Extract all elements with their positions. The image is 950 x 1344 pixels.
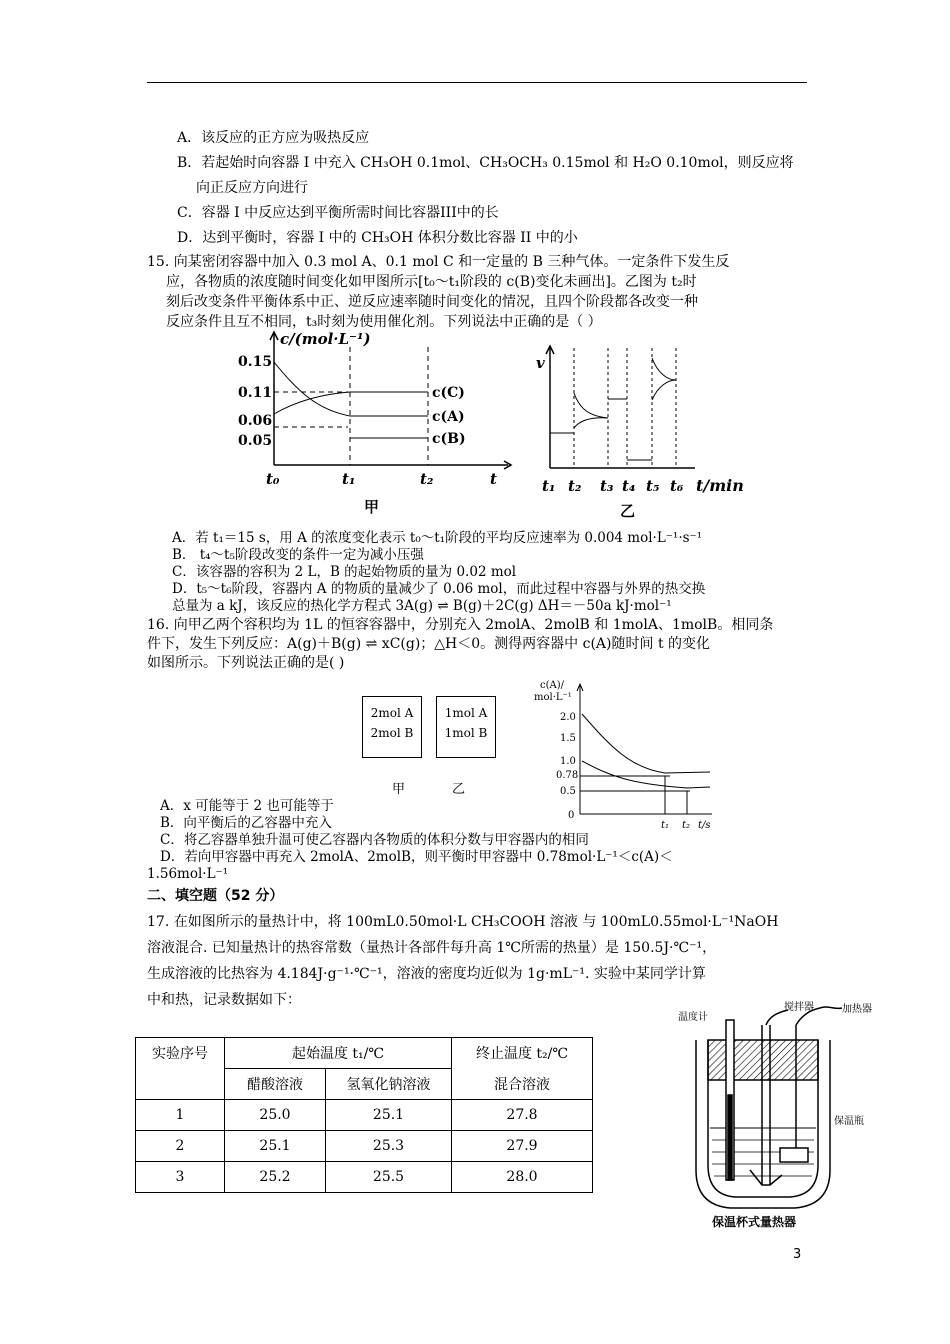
label-insulation: 保温瓶 [834,1116,864,1127]
q16-graph-y-tick: 0.78 [556,770,579,781]
table-cell: 25.2 [225,1162,326,1193]
q16-graph-y-tick: 2.0 [560,712,576,723]
q16-graph-y-tick: 0 [568,810,575,821]
q16-stem-2: 件下，发生下列反应：A(g)＋B(g) ⇌ xC(g)；△H＜0。测得两容器中 c(A)随时间 t 的变化 [147,636,711,652]
q15-stem-2: 应，各物质的浓度随时间变化如甲图所示[t₀～t₁阶段的 c(B)变化未画出]。乙图为 t₂时 [166,274,697,290]
graph-jia-y-tick: 0.11 [238,385,273,401]
q14-option-b: B．若起始时向容器 I 中充入 CH₃OH 0.1mol、CH₃OCH₃ 0.15mol 和 H₂O 0.10mol，则反应将 [177,155,794,171]
graph-jia-x-tick: t [490,470,497,488]
graph-jia-y-tick: 0.05 [238,433,273,449]
box-yi-line: 1mol B [444,726,488,740]
q16-graph-x-tick: t₂ [682,820,691,831]
q14-option-b-cont: 向正反应方向进行 [196,180,308,196]
q16-graph-y-tick: 1.5 [560,733,576,744]
q16-option-d: D．若向甲容器中再充入 2molA、2molB，则平衡时甲容器中 0.78mol·L⁻¹＜c(A)＜ [160,849,673,865]
q15-option-c: C．该容器的容积为 2 L，B 的起始物质的量为 0.02 mol [172,564,517,580]
q16-graph-x-tick: t₁ [661,820,670,831]
graph-jia-x-tick: t₀ [266,470,280,488]
q16-graph-x-unit: t/s [698,820,711,831]
graph-yi-x-tick: t₄ [622,477,636,495]
q15-option-d: D．t₅～t₆阶段，容器内 A 的物质的量减少了 0.06 mol，而此过程中容器与外界的热交换 [172,581,706,597]
table-header-naoh: 氢氧化钠溶液 [326,1069,452,1100]
q14-option-a: A．该反应的正方应为吸热反应 [177,130,370,146]
graph-jia-x-tick: t₁ [342,470,356,488]
label-stirrer: 搅拌器 [784,1002,814,1013]
box-jia-line: 2mol A [370,706,414,720]
graph-jia-y-title: c/(mol·L⁻¹) [280,330,371,348]
q16-graph-y-tick: 1.0 [560,756,576,767]
graph-yi-y-title: v [536,354,545,372]
graph-jia-label-b: c(B) [432,431,466,447]
q15-graph-yi [530,338,760,523]
q16-graph-y-tick: 0.5 [560,786,576,797]
q16-option-c: C．将乙容器单独升温可使乙容器内各物质的体积分数与甲容器内的相同 [160,832,589,848]
graph-yi-x-tick: t₁ [542,477,556,495]
table-header-acid: 醋酸溶液 [225,1069,326,1100]
q17-line-2: 溶液混合. 已知量热计的热容常数（量热计各部件每升高 1℃所需的热量）是 150.5J·℃⁻¹， [147,940,717,956]
q15-stem-4: 反应条件且互不相同，t₃时刻为使用催化剂。下列说法中正确的是（ ） [166,314,602,330]
q17-line-1: 17. 在如图所示的量热计中，将 100mL0.50mol·L CH₃COOH 溶液 与 100mL0.55mol·L⁻¹NaOH [147,914,779,930]
q15-option-a: A．若 t₁＝15 s，用 A 的浓度变化表示 t₀～t₁阶段的平均反应速率为 0.004 mol·L⁻¹·s⁻¹ [172,530,703,546]
table-cell: 25.0 [225,1100,326,1131]
graph-yi-x-unit: t/min [696,476,744,495]
table-header-empty [136,1069,225,1100]
table-cell: 27.9 [452,1131,593,1162]
table-row [136,1131,593,1162]
q15-stem-3: 刻后改变条件平衡体系中正、逆反应速率随时间变化的情况，且四个阶段都各改变一种 [166,294,698,310]
q16-option-d-cont: 1.56mol·L⁻¹ [147,866,229,882]
table-cell: 25.3 [326,1131,452,1162]
table-cell: 25.1 [326,1100,452,1131]
q17-line-3: 生成溶液的比热容为 4.184J·g⁻¹·℃⁻¹，溶液的密度均近似为 1g·mL⁻¹. 实验中某同学计算 [147,966,706,982]
graph-yi-x-tick: t₆ [670,477,684,495]
q17-data-table [135,1037,593,1193]
graph-yi-x-tick: t₂ [568,477,582,495]
q16-graph [530,676,730,836]
label-thermometer: 温度计 [678,1012,708,1023]
table-row [136,1162,593,1193]
graph-yi-caption: 乙 [620,502,636,520]
q15-option-b: B． t₄～t₅阶段改变的条件一定为减小压强 [172,547,424,563]
box-yi-caption: 乙 [452,782,466,797]
graph-jia-y-tick: 0.15 [238,354,273,370]
label-heater: 加热器 [842,1004,872,1015]
q14-option-c: C．容器 I 中反应达到平衡所需时间比容器III中的长 [177,205,499,221]
q14-option-d: D．达到平衡时，容器 I 中的 CH₃OH 体积分数比容器 II 中的小 [177,230,578,246]
section-2-title: 二、填空题（52 分） [147,888,284,904]
graph-jia-label-a: c(A) [432,409,465,425]
graph-yi-x-tick: t₃ [600,477,614,495]
table-cell: 25.5 [326,1162,452,1193]
graph-jia-label-c: c(C) [432,385,465,401]
box-jia-line: 2mol B [370,726,414,740]
box-yi [436,696,496,758]
q15-stem-1: 15. 向某密闭容器中加入 0.3 mol A、0.1 mol C 和一定量的 B 三种气体。一定条件下发生反 [147,254,730,270]
table-cell: 27.8 [452,1100,593,1131]
q17-line-4: 中和热，记录数据如下： [147,992,301,1008]
table-cell: 1 [136,1100,225,1131]
q16-option-b: B．向平衡后的乙容器中充入 [160,815,332,831]
q16-graph-y-title: c(A)/ [540,680,564,691]
table-header-seq: 实验序号 [136,1038,225,1069]
q16-stem-1: 16. 向甲乙两个容积均为 1L 的恒容容器中，分别充入 2molA、2molB 和 1molA、1molB。相同条 [147,617,774,633]
calorimeter-diagram [670,1000,890,1235]
graph-jia-x-tick: t₂ [420,470,434,488]
table-cell: 3 [136,1162,225,1193]
graph-jia-caption: 甲 [364,498,380,516]
table-header-end: 终止温度 t₂/℃ [452,1038,593,1069]
q16-graph-y-unit: mol·L⁻¹ [534,692,572,703]
table-row [136,1100,593,1131]
calorimeter-caption: 保温杯式量热器 [712,1215,797,1229]
q16-stem-3: 如图所示。下列说法正确的是( ) [147,655,345,671]
box-yi-line: 1mol A [444,706,488,720]
table-cell: 28.0 [452,1162,593,1193]
graph-yi-x-tick: t₅ [646,477,660,495]
q16-option-a: A．x 可能等于 2 也可能等于 [160,798,334,814]
table-cell: 2 [136,1131,225,1162]
page-number: 3 [793,1247,802,1262]
graph-jia-y-tick: 0.06 [238,413,273,429]
table-header-mix: 混合溶液 [452,1069,593,1100]
q15-option-d-cont: 总量为 a kJ，该反应的热化学方程式 3A(g) ⇌ B(g)＋2C(g) ΔH＝－50a kJ·mol⁻¹ [172,598,672,614]
table-cell: 25.1 [225,1131,326,1162]
q15-graph-jia [228,322,528,522]
box-jia [362,696,422,758]
box-jia-caption: 甲 [392,782,406,797]
table-header-start: 起始温度 t₁/℃ [225,1038,452,1069]
header-rule [147,82,807,83]
